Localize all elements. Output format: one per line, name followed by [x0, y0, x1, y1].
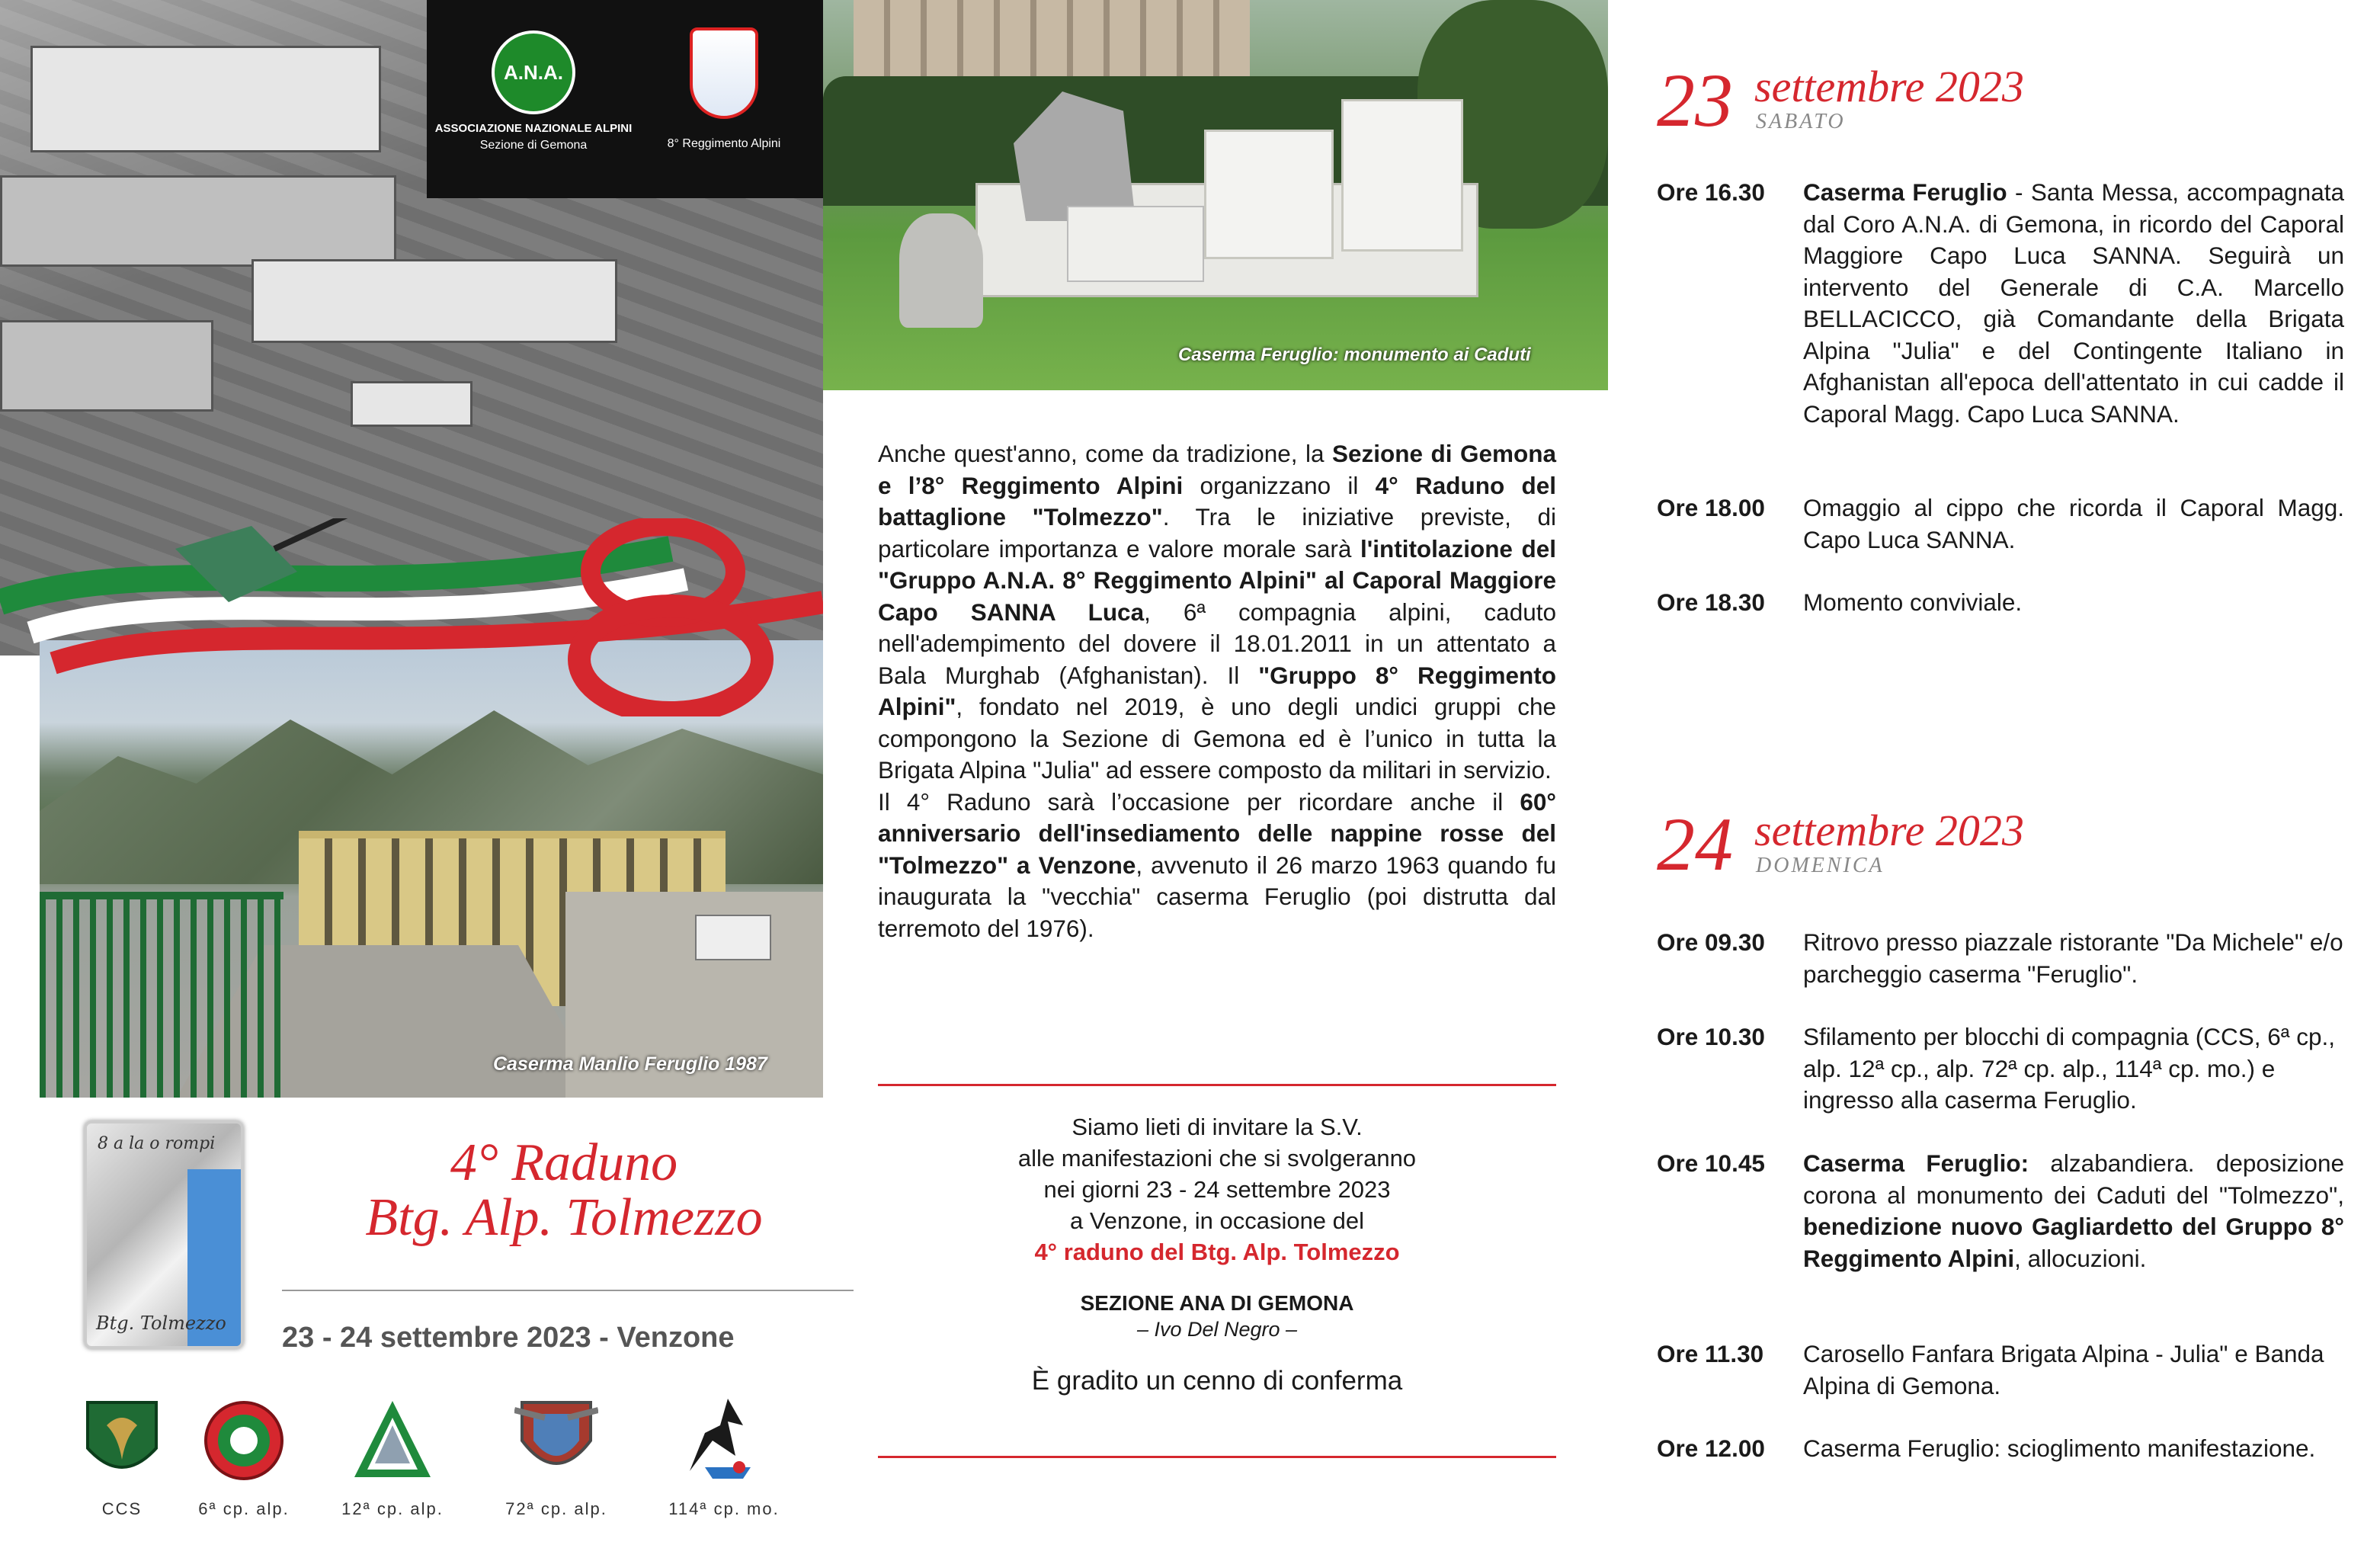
red-divider-bottom [878, 1456, 1556, 1458]
schedule-desc: Caserma Feruglio: scioglimento manifestazione. [1803, 1434, 2316, 1462]
schedule-desc: Carosello Fanfara Brigata Alpina - Julia" e Banda Alpina di Gemona. [1803, 1340, 2324, 1399]
cover-panel [0, 0, 823, 1561]
ana-logo [434, 30, 633, 154]
monument-block [1204, 130, 1334, 259]
badge-label: CCS [101, 1499, 143, 1518]
tolmezzo-pin-icon: 8 a la o rompi Btg. Tolmezzo [84, 1120, 244, 1349]
invitation-block [878, 1111, 1556, 1396]
day2-header [1657, 802, 2343, 898]
building [0, 175, 396, 267]
day1-header [1657, 58, 2343, 154]
aerial-barracks-photo [0, 0, 823, 655]
schedule-time: Ore 09.30 [1657, 928, 1765, 956]
title-divider [282, 1290, 854, 1291]
day2-month: settembre 2023 [1754, 806, 2024, 855]
rsvp-note: È gradito un cenno di conferma [1031, 1366, 1403, 1396]
triangle-mountain-badge-icon [351, 1395, 434, 1486]
section-name: SEZIONE ANA DI GEMONA [1080, 1291, 1354, 1315]
intro-bold: Sezione di Gemona e l’8° Reggimento Alpini [878, 440, 1556, 499]
day1-month: settembre 2023 [1754, 62, 2024, 111]
program-panel [1608, 0, 2380, 1561]
invite-line: alle manifestazioni che si svolgeranno [1017, 1145, 1417, 1172]
intro-bold: 60° anniversario dell'insediamento delle nappine rosse del "Tolmezzo" a Venzone [878, 787, 1556, 879]
schedule-bold: Caserma Feruglio [1803, 178, 2007, 206]
event-date-place: 23 - 24 settembre 2023 - Venzone [282, 1322, 735, 1354]
memorial-rock [899, 213, 983, 328]
ana-emblem-icon: A.N.A. [492, 30, 575, 114]
badge-72-cp [495, 1395, 617, 1519]
invite-event-name: 4° raduno del Btg. Alp. Tolmezzo [1034, 1239, 1400, 1265]
monument-block [1341, 99, 1463, 252]
event-title-line2: Btg. Alp. Tolmezzo [365, 1188, 763, 1247]
invitation-panel [823, 0, 1608, 1561]
invite-line: a Venzone, in occasione del [1069, 1207, 1365, 1234]
badge-label: 6ª cp. alp. [198, 1499, 290, 1518]
schedule-time: Ore 18.00 [1657, 494, 1765, 521]
red-divider-top [878, 1084, 1556, 1086]
schedule-text: , allocuzioni. [2014, 1244, 2147, 1272]
signature: – Ivo Del Negro – [1136, 1318, 1298, 1341]
intro-text: , fondato nel 2019, è uno degli undici gruppi che compongono la Sezione di Gemona ed è l’unico in tutta la Brigata Alpina "Julia" ad essere composto da militari in servizio. [878, 693, 1556, 784]
event-title [274, 1133, 854, 1247]
day2-weekday: DOMENICA [1756, 854, 1885, 877]
regiment-logo [648, 27, 800, 152]
monument-plaque [1067, 206, 1204, 282]
building [30, 46, 381, 152]
badge-label: 114ª cp. mo. [668, 1499, 780, 1518]
monument-caption: Caserma Feruglio: monumento ai Caduti [1178, 345, 1531, 365]
schedule-desc: Omaggio al cippo che ricorda il Caporal Magg. Capo Luca SANNA. [1803, 494, 2344, 553]
schedule-time: Ore 12.00 [1657, 1434, 1765, 1462]
badge-label: 72ª cp. alp. [505, 1499, 607, 1518]
intro-text: , avvenuto il 26 marzo 1963 quando fu inaugurata la "vecchia" caserma Feruglio (poi distrutta dal terremoto del 1976). [878, 851, 1557, 942]
event-title-block [84, 1120, 823, 1387]
schedule-time: Ore 10.45 [1657, 1149, 1765, 1177]
barracks-photo [40, 640, 823, 1098]
regiment-shield-icon [690, 27, 758, 119]
entrance-sign [695, 915, 771, 960]
green-gate [40, 892, 283, 1098]
regiment-caption: 8° Reggimento Alpini [667, 137, 781, 150]
day2-number: 24 [1657, 802, 1733, 886]
invite-line: Siamo lieti di invitare la S.V. [1071, 1114, 1363, 1140]
schedule-desc: Momento conviviale. [1803, 588, 2023, 616]
day1-number: 23 [1657, 58, 1733, 143]
schedule-desc [1803, 177, 2344, 430]
schedule-time: Ore 10.30 [1657, 1023, 1765, 1050]
schedule-desc: Ritrovo presso piazzale ristorante "Da Michele" e/o parcheggio caserma "Feruglio". [1803, 928, 2343, 988]
intro-text: Anche quest'anno, come da tradizione, la [878, 440, 1332, 467]
day1-weekday: SABATO [1756, 110, 1846, 133]
intro-bold: l'intitolazione del "Gruppo A.N.A. 8° Reggimento Alpini" al Caporal Maggiore Capo SANNA Luca [878, 534, 1556, 626]
schedule-bold: Caserma Feruglio: [1803, 1149, 2029, 1177]
building [251, 259, 617, 343]
intro-text: Il 4° Raduno sarà l’occasione per ricordare anche il [878, 787, 1520, 816]
intro-bold: 4° Raduno del battaglione "Tolmezzo" [878, 471, 1556, 530]
eagle-shield-icon [80, 1395, 164, 1486]
badge-6-cp [183, 1395, 305, 1519]
badge-114-cp [663, 1395, 785, 1519]
company-badges [69, 1395, 823, 1547]
barracks-caption: Caserma Manlio Feruglio 1987 [493, 1053, 767, 1075]
schedule-time: Ore 11.30 [1657, 1340, 1764, 1367]
badge-12-cp [332, 1395, 453, 1519]
schedule-time: Ore 16.30 [1657, 178, 1765, 206]
schedule-bold: benedizione nuovo Gagliardetto del Gruppo 8° Reggimento Alpini [1803, 1213, 2344, 1272]
invite-line: nei giorni 23 - 24 settembre 2023 [1043, 1176, 1391, 1203]
building [351, 381, 472, 427]
schedule-text: alzabandiera. deposizione corona al monumento dei Caduti del "Tolmezzo", [1803, 1149, 2344, 1209]
schedule-time: Ore 18.30 [1657, 588, 1765, 616]
intro-text: . Tra le iniziative previste, di particolare importanza e valore morale sarà [878, 503, 1557, 563]
intro-text: organizzano il [1183, 471, 1376, 499]
intro-paragraph [878, 438, 1556, 944]
eagle-badge-icon [682, 1395, 766, 1486]
shield-crest-badge-icon [514, 1395, 598, 1486]
intro-bold: "Gruppo 8° Reggimento Alpini" [878, 661, 1556, 720]
ana-caption-1: ASSOCIAZIONE NAZIONALE ALPINI [434, 122, 633, 135]
edelweiss-badge-icon [202, 1395, 286, 1486]
ana-caption-2: Sezione di Gemona [479, 139, 588, 152]
schedule-desc: Sfilamento per blocchi di compagnia (CCS, 6ª cp., alp. 12ª cp., alp. 72ª cp. alp., 114ª cp. mo.) e ingresso alla caserma Feruglio. [1803, 1023, 2335, 1114]
event-title-line1: 4° Raduno [450, 1133, 678, 1192]
badge-ccs [61, 1395, 183, 1519]
monument-photo [823, 0, 1608, 390]
intro-text: , 6ª compagnia alpini, caduto nell'adempimento del dovere il 18.01.2011 in un attentato a Bala Murghab (Afghanistan). Il [878, 598, 1557, 689]
building [0, 320, 213, 412]
badge-label: 12ª cp. alp. [341, 1499, 444, 1518]
schedule-text: - Santa Messa, accompagnata dal Coro A.N.A. di Gemona, in ricordo del Caporal Maggiore Capo Luca SANNA. Seguirà un intervento del Generale di C.A. Marcello BELLACICCO, già Comandante della Brigata Alpina "Julia" e del Contingente Italiano in Afghanistan all'epoca dell'attentato in cui cadde il Caporal Magg. Capo Luca SANNA. [1803, 178, 2344, 428]
schedule-desc [1803, 1148, 2344, 1274]
